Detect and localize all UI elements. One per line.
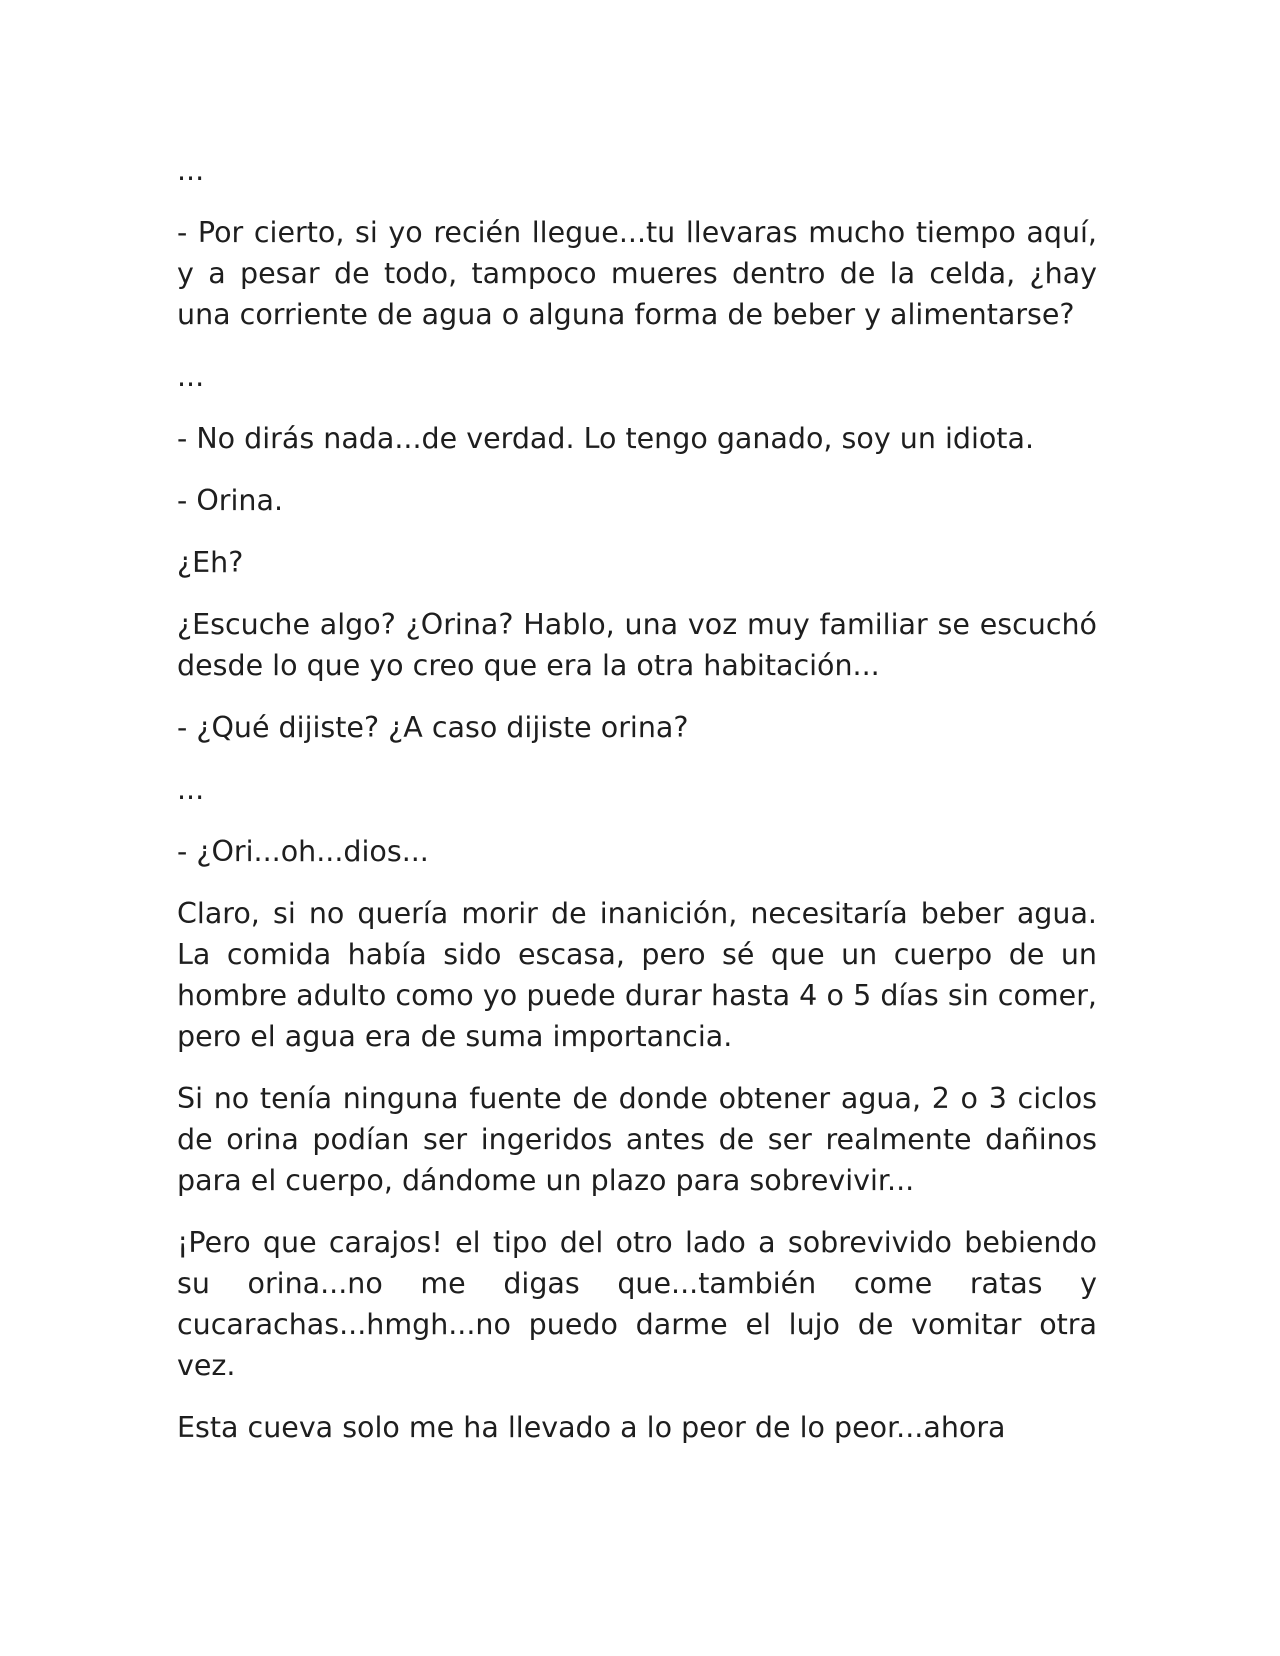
paragraph-narration: ¡Pero que carajos! el tipo del otro lado a sobrevivido bebiendo su orina...no me digas que...también come ratas y cucarachas...hmgh...no puedo darme el lujo de vomitar otra vez. <box>177 1226 1097 1382</box>
paragraph-narration: ¿Escuche algo? ¿Orina? Hablo, una voz muy familiar se escuchó desde lo que yo creo que era la otra habitación... <box>177 608 1097 682</box>
paragraph-ellipsis: ... <box>177 773 205 806</box>
paragraph-narration: Esta cueva solo me ha llevado a lo peor de lo peor...ahora <box>177 1411 1006 1444</box>
paragraph-dialogue: - No dirás nada...de verdad. Lo tengo ganado, soy un idiota. <box>177 422 1035 455</box>
paragraph-dialogue: - ¿Ori...oh...dios... <box>177 835 429 868</box>
paragraph-dialogue: - Por cierto, si yo recién llegue...tu llevaras mucho tiempo aquí, y a pesar de todo, tampoco mueres dentro de la celda, ¿hay una corriente de agua o alguna forma de beber y alimentarse? <box>177 216 1097 331</box>
paragraph-dialogue: - Orina. <box>177 484 283 517</box>
paragraph-ellipsis: ... <box>177 154 205 187</box>
paragraph-narration: Si no tenía ninguna fuente de donde obtener agua, 2 o 3 ciclos de orina podían ser ingeridos antes de ser realmente dañinos para el cuerpo, dándome un plazo para sobrevivir... <box>177 1082 1097 1197</box>
paragraph-dialogue: - ¿Qué dijiste? ¿A caso dijiste orina? <box>177 711 689 744</box>
paragraph-narration: Claro, si no quería morir de inanición, necesitaría beber agua. La comida había sido escasa, pero sé que un cuerpo de un hombre adulto como yo puede durar hasta 4 o 5 días sin comer, pero el agua era de suma importancia. <box>177 897 1097 1053</box>
paragraph-ellipsis: ... <box>177 360 205 393</box>
body-text <box>177 150 1097 1469</box>
paragraph-narration: ¿Eh? <box>177 546 244 579</box>
